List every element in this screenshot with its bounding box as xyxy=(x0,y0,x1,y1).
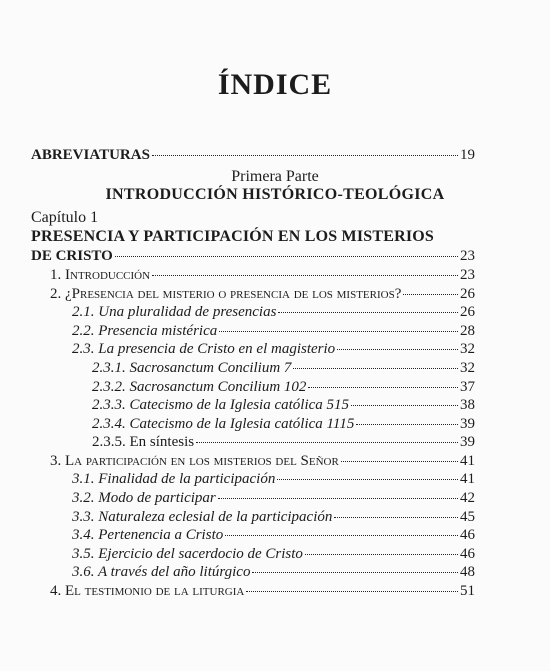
toc-entry-chapter[interactable] xyxy=(31,247,486,265)
toc-entry-page: 19 xyxy=(460,147,475,163)
toc-entry[interactable] xyxy=(72,563,486,581)
toc-entry[interactable] xyxy=(72,508,486,526)
toc-entry-label: 3.5. Ejercicio del sacerdocio de Cristo xyxy=(72,546,303,562)
dot-leader xyxy=(219,331,458,332)
dot-leader xyxy=(293,368,458,369)
toc-entry-label: 2.3.3. Catecismo de la Iglesia católica 515 xyxy=(92,397,350,413)
dot-leader xyxy=(308,387,458,388)
toc-entry-page: 23 xyxy=(460,267,475,283)
toc-entry-label: 2.3.4. Catecismo de la Iglesia católica 1115 xyxy=(92,416,355,432)
dot-leader xyxy=(334,517,458,518)
toc-entry[interactable] xyxy=(50,582,486,600)
part-title: INTRODUCCIÓN HISTÓRICO-TEOLÓGICA xyxy=(105,186,445,203)
toc-entry[interactable] xyxy=(72,526,486,544)
toc-entry-page: 26 xyxy=(460,286,475,302)
toc-entry-label: 2.3.1. Sacrosanctum Concilium 7 xyxy=(92,360,292,376)
toc-entry-page: 32 xyxy=(460,341,475,357)
toc-entry-label: 2.3. La presencia de Cristo en el magisterio xyxy=(72,341,336,357)
dot-leader xyxy=(152,275,458,276)
toc-entry[interactable] xyxy=(92,359,486,377)
part-label: Primera Parte xyxy=(231,168,319,185)
toc-entry-label: 3. La participación en los misterios del Señor xyxy=(50,453,339,469)
toc-entry-page: 23 xyxy=(460,248,475,264)
toc-entry-label: 4. El testimonio de la liturgia xyxy=(50,583,245,599)
toc-entry[interactable] xyxy=(92,396,486,414)
toc-entry[interactable] xyxy=(72,470,486,488)
toc-entry-page: 39 xyxy=(460,434,475,450)
dot-leader xyxy=(341,461,458,462)
dot-leader xyxy=(351,405,458,406)
toc-entry-label: 2.2. Presencia mistérica xyxy=(72,323,218,339)
toc-entry-page: 26 xyxy=(460,304,475,320)
toc-entry-page: 42 xyxy=(460,490,475,506)
dot-leader xyxy=(403,294,458,295)
page-title: ÍNDICE xyxy=(217,68,333,101)
toc-entry-page: 46 xyxy=(460,546,475,562)
dot-leader xyxy=(152,155,458,156)
toc-entry[interactable] xyxy=(50,452,486,470)
toc-entry-label: 2.1. Una pluralidad de presencias xyxy=(72,304,277,320)
toc-entry-page: 46 xyxy=(460,527,475,543)
toc-entry-abbreviations[interactable] xyxy=(31,146,486,164)
toc-entry-label: 2.3.2. Sacrosanctum Concilium 102 xyxy=(92,379,307,395)
toc-entry-page: 38 xyxy=(460,397,475,413)
toc-entry-page: 41 xyxy=(460,453,475,469)
toc-entry[interactable] xyxy=(92,433,486,451)
dot-leader xyxy=(218,498,458,499)
toc-entry[interactable] xyxy=(72,303,486,321)
toc-entry-label: 3.2. Modo de participar xyxy=(72,490,216,506)
toc-entry-label: 1. Introducción xyxy=(50,267,151,283)
toc-entry[interactable] xyxy=(50,266,486,284)
dot-leader xyxy=(278,312,458,313)
dot-leader xyxy=(246,591,458,592)
dot-leader xyxy=(356,424,458,425)
chapter-title-line2: DE CRISTO xyxy=(31,248,113,264)
dot-leader xyxy=(337,349,458,350)
toc-entry-label: 3.6. A través del año litúrgico xyxy=(72,564,251,580)
toc-entry-label: 3.1. Finalidad de la participación xyxy=(72,471,276,487)
toc-entry[interactable] xyxy=(72,322,486,340)
toc-entry-label: 2.3.5. En síntesis xyxy=(92,434,195,450)
toc-entry-page: 28 xyxy=(460,323,475,339)
toc-entry-page: 48 xyxy=(460,564,475,580)
toc-entry-page: 41 xyxy=(460,471,475,487)
toc-entry-page: 37 xyxy=(460,379,475,395)
dot-leader xyxy=(252,572,458,573)
toc-entry-label: 2. ¿Presencia del misterio o presencia de los misterios? xyxy=(50,286,402,302)
dot-leader xyxy=(305,554,458,555)
toc-entry[interactable] xyxy=(72,545,486,563)
toc-entry[interactable] xyxy=(50,285,486,303)
toc-entry-page: 32 xyxy=(460,360,475,376)
chapter-label: Capítulo 1 xyxy=(31,209,99,226)
toc-entry[interactable] xyxy=(92,378,486,396)
toc-entry[interactable] xyxy=(72,489,486,507)
toc-entry-label: 3.4. Pertenencia a Cristo xyxy=(72,527,224,543)
toc-entry-page: 45 xyxy=(460,509,475,525)
toc-entry[interactable] xyxy=(72,340,486,358)
toc-entry-page: 51 xyxy=(460,583,475,599)
dot-leader xyxy=(115,256,458,257)
dot-leader xyxy=(225,535,458,536)
toc-entry-label: 3.3. Naturaleza eclesial de la participación xyxy=(72,509,333,525)
dot-leader xyxy=(196,442,458,443)
toc-entry-label: ABREVIATURAS xyxy=(31,147,150,163)
toc-entry[interactable] xyxy=(92,415,486,433)
chapter-title-line1: PRESENCIA Y PARTICIPACIÓN EN LOS MISTERIOS xyxy=(31,228,435,245)
dot-leader xyxy=(277,479,458,480)
toc-entry-page: 39 xyxy=(460,416,475,432)
